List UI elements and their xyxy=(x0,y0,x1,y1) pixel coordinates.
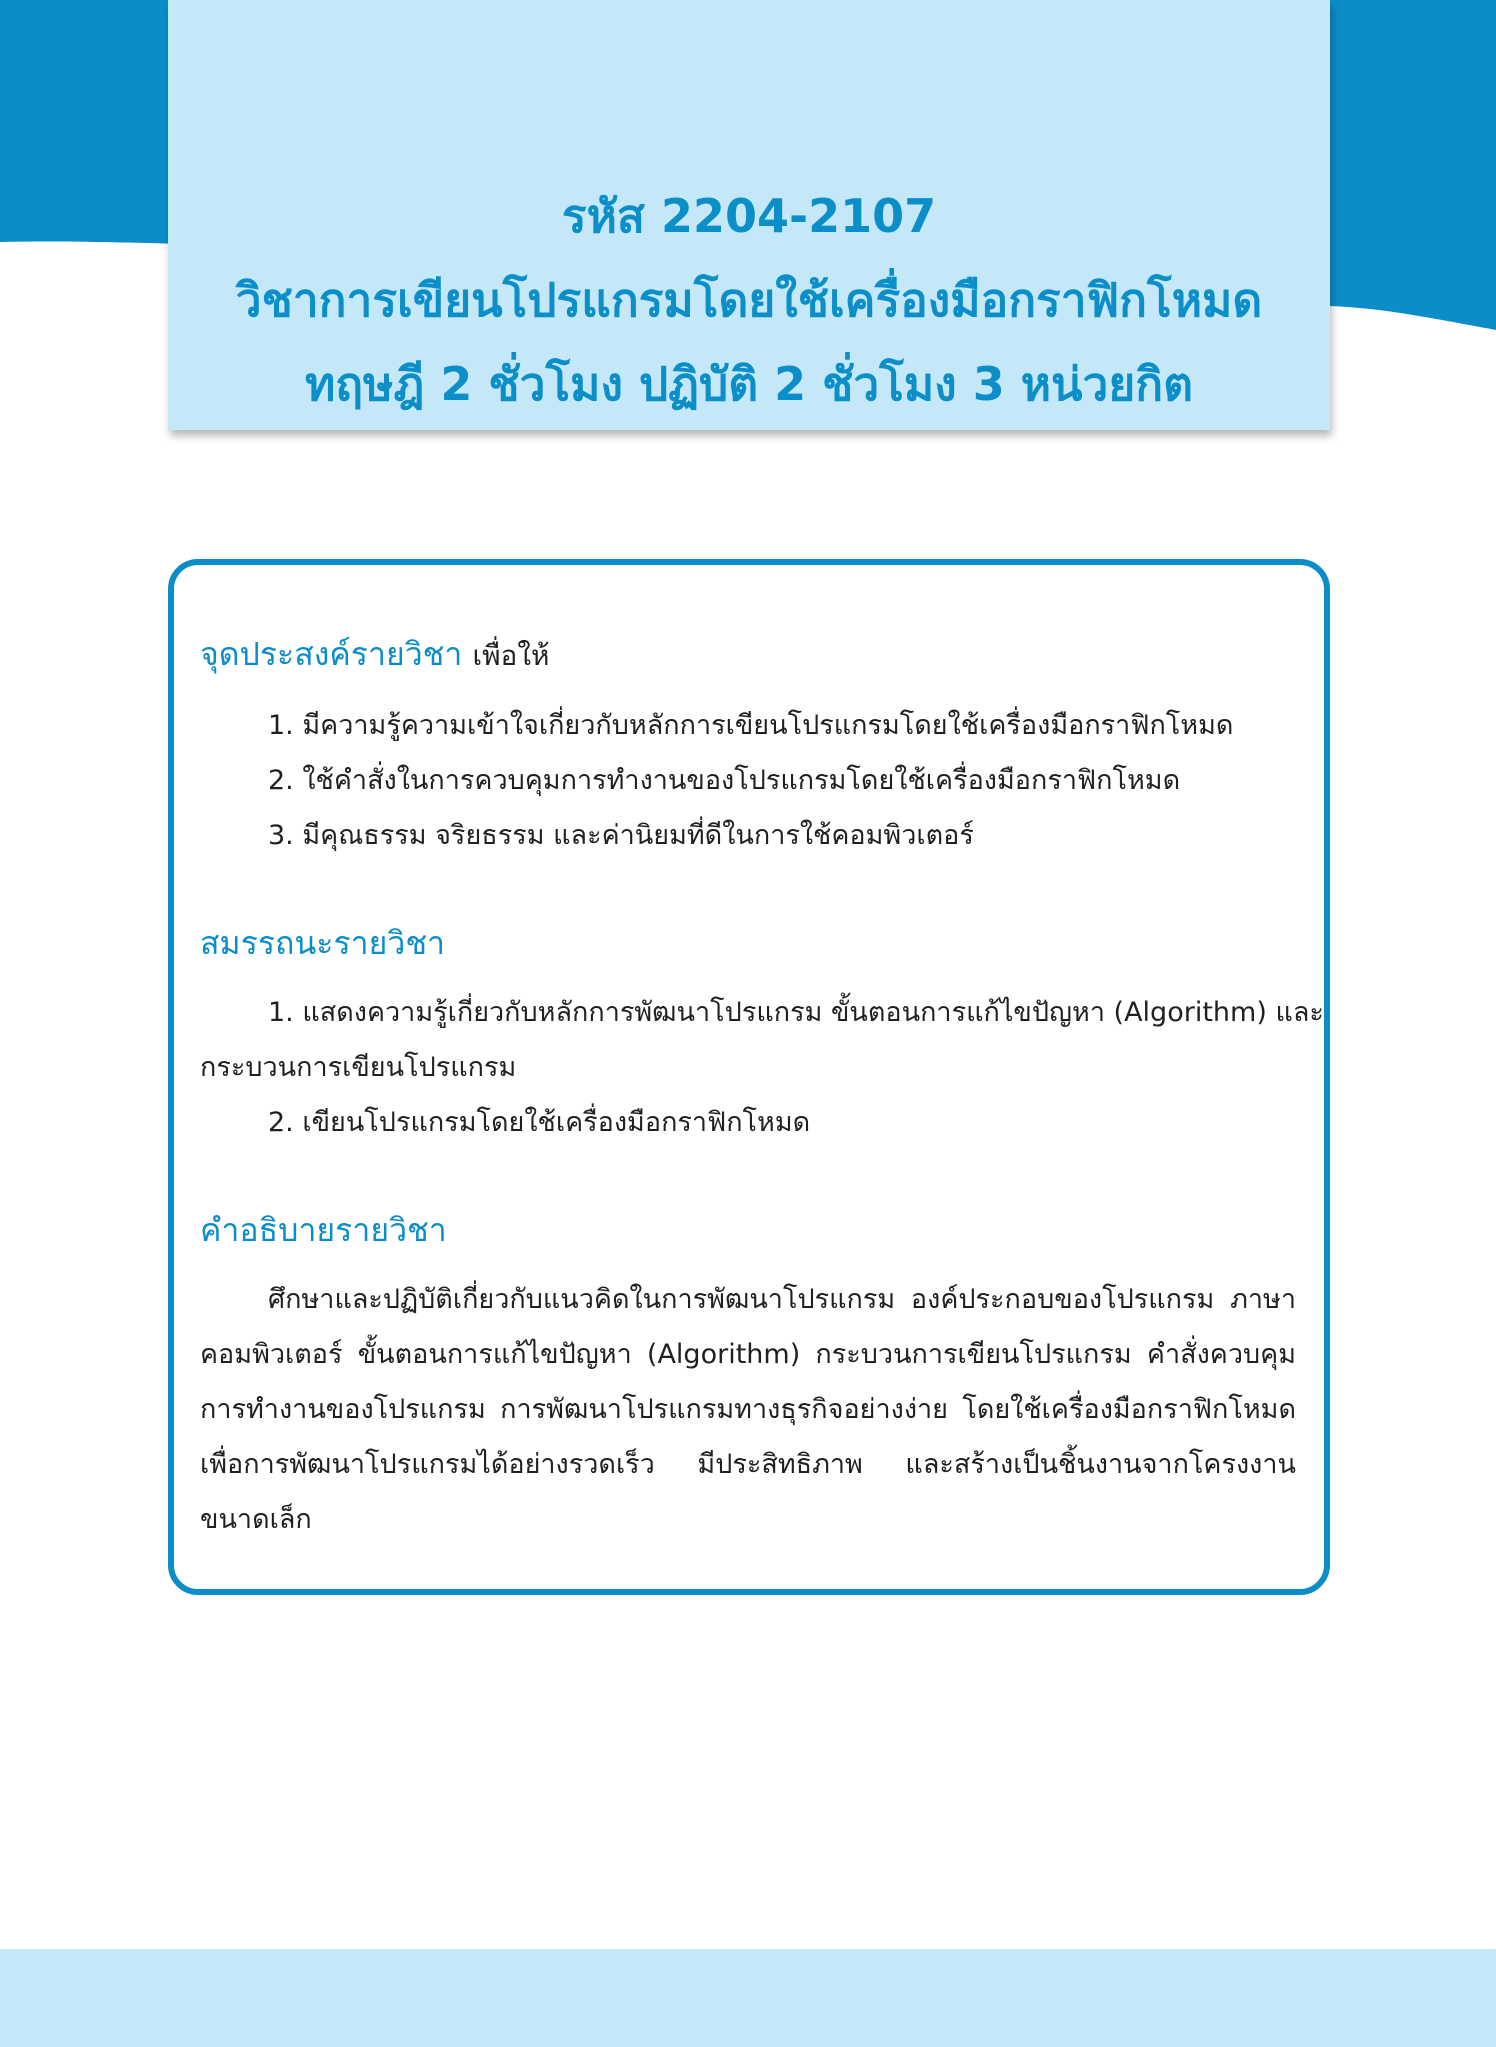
objective-item: 2. ใช้คำสั่งในการควบคุมการทำงานของโปรแกรมโดยใช้เครื่องมือกราฟิกโหมด xyxy=(268,765,1181,796)
objectives-list xyxy=(200,698,1296,863)
course-title-card xyxy=(168,0,1330,430)
objectives-heading-text: จุดประสงค์รายวิชา xyxy=(200,635,463,673)
description-heading: คำอธิบายรายวิชา xyxy=(200,1211,447,1249)
course-hours-title: ทฤษฎี 2 ชั่วโมง ปฏิบัติ 2 ชั่วโมง 3 หน่วยกิต xyxy=(304,357,1193,411)
course-details-box xyxy=(168,559,1330,1595)
competencies-list xyxy=(200,985,1324,1150)
objective-item: 1. มีความรู้ความเข้าใจเกี่ยวกับหลักการเขียนโปรแกรมโดยใช้เครื่องมือกราฟิกโหมด xyxy=(268,710,1234,741)
course-name-title: วิชาการเขียนโปรแกรมโดยใช้เครื่องมือกราฟิกโหมด xyxy=(235,273,1263,327)
objective-item: 3. มีคุณธรรม จริยธรรม และค่านิยมที่ดีในการใช้คอมพิวเตอร์ xyxy=(268,820,974,851)
description-paragraph: ศึกษาและปฏิบัติเกี่ยวกับแนวคิดในการพัฒนาโปรแกรม องค์ประกอบของโปรแกรม ภาษาคอมพิวเตอร์ ขั้นตอนการแก้ไขปัญหา (Algorithm) กระบวนการเขียนโปรแกรม คำสั่งควบคุมการทำงานของโปรแกรม การพัฒนาโปรแกรมทางธุรกิจอย่างง่าย โดยใช้เครื่องมือกราฟิกโหมดเพื่อการพัฒนาโปรแกรมได้อย่างรวดเร็ว มีประสิทธิภาพ และสร้างเป็นชิ้นงานจากโครงงานขนาดเล็ก xyxy=(200,1284,1296,1535)
competency-item-1-line-2: กระบวนการเขียนโปรแกรม xyxy=(200,1052,517,1083)
footer-band xyxy=(0,1949,1496,2047)
competency-item-1-line-1: 1. แสดงความรู้เกี่ยวกับหลักการพัฒนาโปรแกรม ขั้นตอนการแก้ไขปัญหา (Algorithm) และ xyxy=(268,997,1324,1028)
objectives-heading xyxy=(200,632,1296,678)
objectives-heading-suffix: เพื่อให้ xyxy=(472,639,550,672)
competencies-heading: สมรรถนะรายวิชา xyxy=(200,924,445,962)
course-code-title: รหัส 2204-2107 xyxy=(561,189,937,243)
competency-item-2: 2. เขียนโปรแกรมโดยใช้เครื่องมือกราฟิกโหมด xyxy=(268,1107,811,1138)
